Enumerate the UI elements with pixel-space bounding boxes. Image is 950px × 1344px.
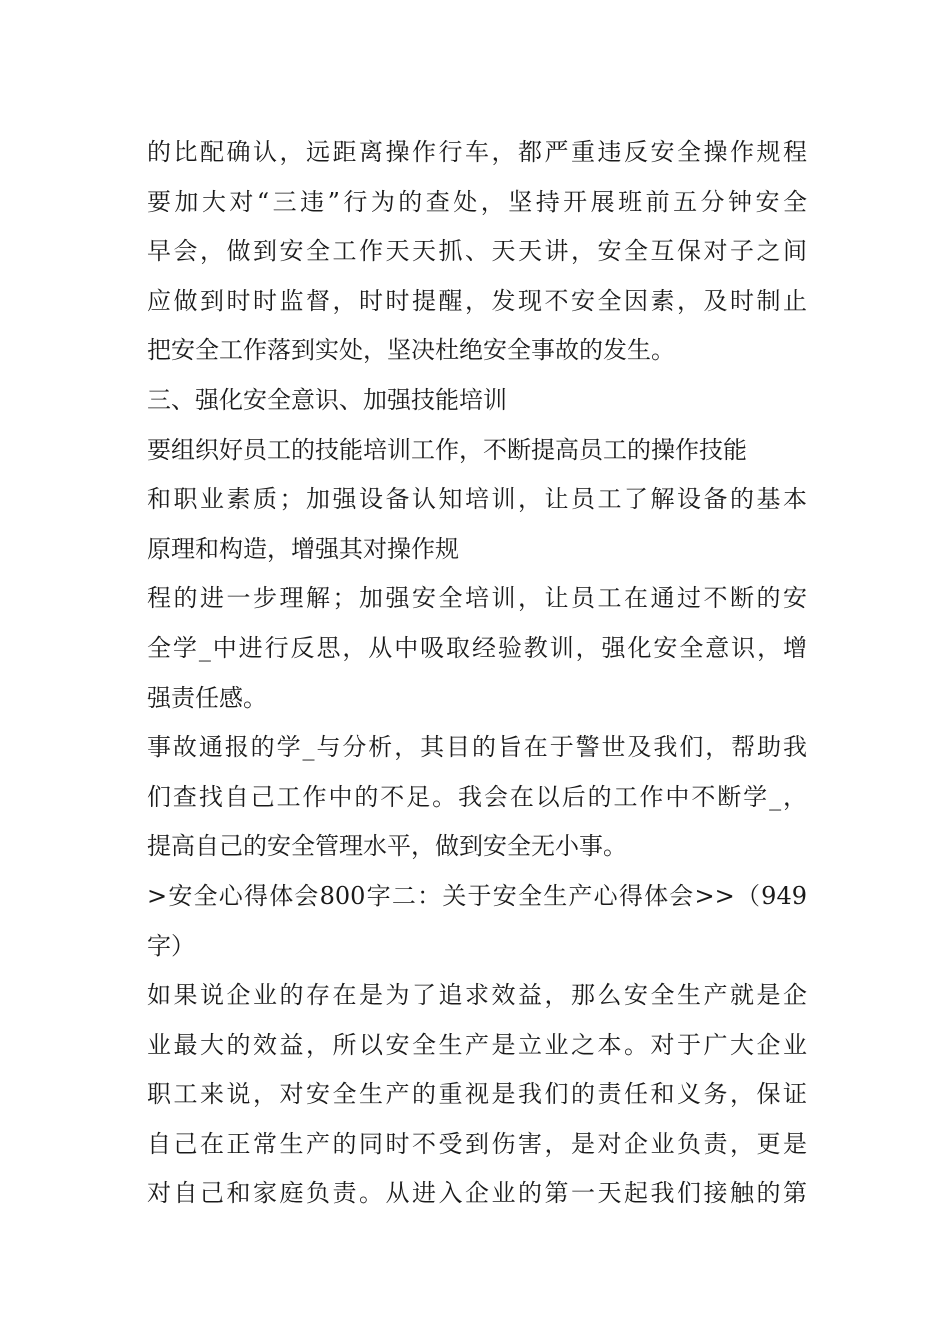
- text-line: 对自己和家庭负责。从进入企业的第一天起我们接触的第: [147, 1179, 807, 1208]
- text-line: 全学_中进行反思，从中吸取经验教训，强化安全意识，增: [147, 633, 807, 662]
- text-line: 要组织好员工的技能培训工作，不断提高员工的操作技能: [147, 435, 747, 464]
- article-title-line: >安全心得体会800字二：关于安全生产心得体会>>（949: [147, 881, 807, 910]
- text-line: 提高自己的安全管理水平，做到安全无小事。: [147, 832, 627, 861]
- text-line: 的比配确认，远距离操作行车，都严重违反安全操作规程: [147, 138, 807, 166]
- text-line: 强责任感。: [147, 683, 267, 712]
- text-line: 职工来说，对安全生产的重视是我们的责任和义务，保证: [147, 1080, 807, 1109]
- text-line: 原理和构造，增强其对操作规: [147, 534, 459, 563]
- text-line: 早会，做到安全工作天天抓、天天讲，安全互保对子之间: [147, 237, 807, 266]
- text-line: 程的进一步理解；加强安全培训，让员工在通过不断的安: [147, 584, 807, 613]
- text-line: 业最大的效益，所以安全生产是立业之本。对于广大企业: [147, 1030, 807, 1059]
- text-line: 应做到时时监督，时时提醒，发现不安全因素，及时制止: [147, 286, 807, 315]
- text-line: 和职业素质；加强设备认知培训，让员工了解设备的基本: [147, 485, 807, 514]
- section-heading: 三、强化安全意识、加强技能培训: [147, 385, 507, 414]
- text-line: 要加大对“三违”行为的查处，坚持开展班前五分钟安全: [147, 187, 807, 216]
- text-line: 事故通报的学_与分析，其目的旨在于警世及我们，帮助我: [147, 733, 807, 762]
- text-line: 们查找自己工作中的不足。我会在以后的工作中不断学_，: [147, 782, 807, 811]
- article-title-line: 字）: [147, 931, 195, 960]
- text-line: 如果说企业的存在是为了追求效益，那么安全生产就是企: [147, 981, 807, 1010]
- body-text: [147, 128, 807, 1219]
- text-line: 自己在正常生产的同时不受到伤害，是对企业负责，更是: [147, 1129, 807, 1158]
- text-line: 把安全工作落到实处，坚决杜绝安全事故的发生。: [147, 336, 675, 365]
